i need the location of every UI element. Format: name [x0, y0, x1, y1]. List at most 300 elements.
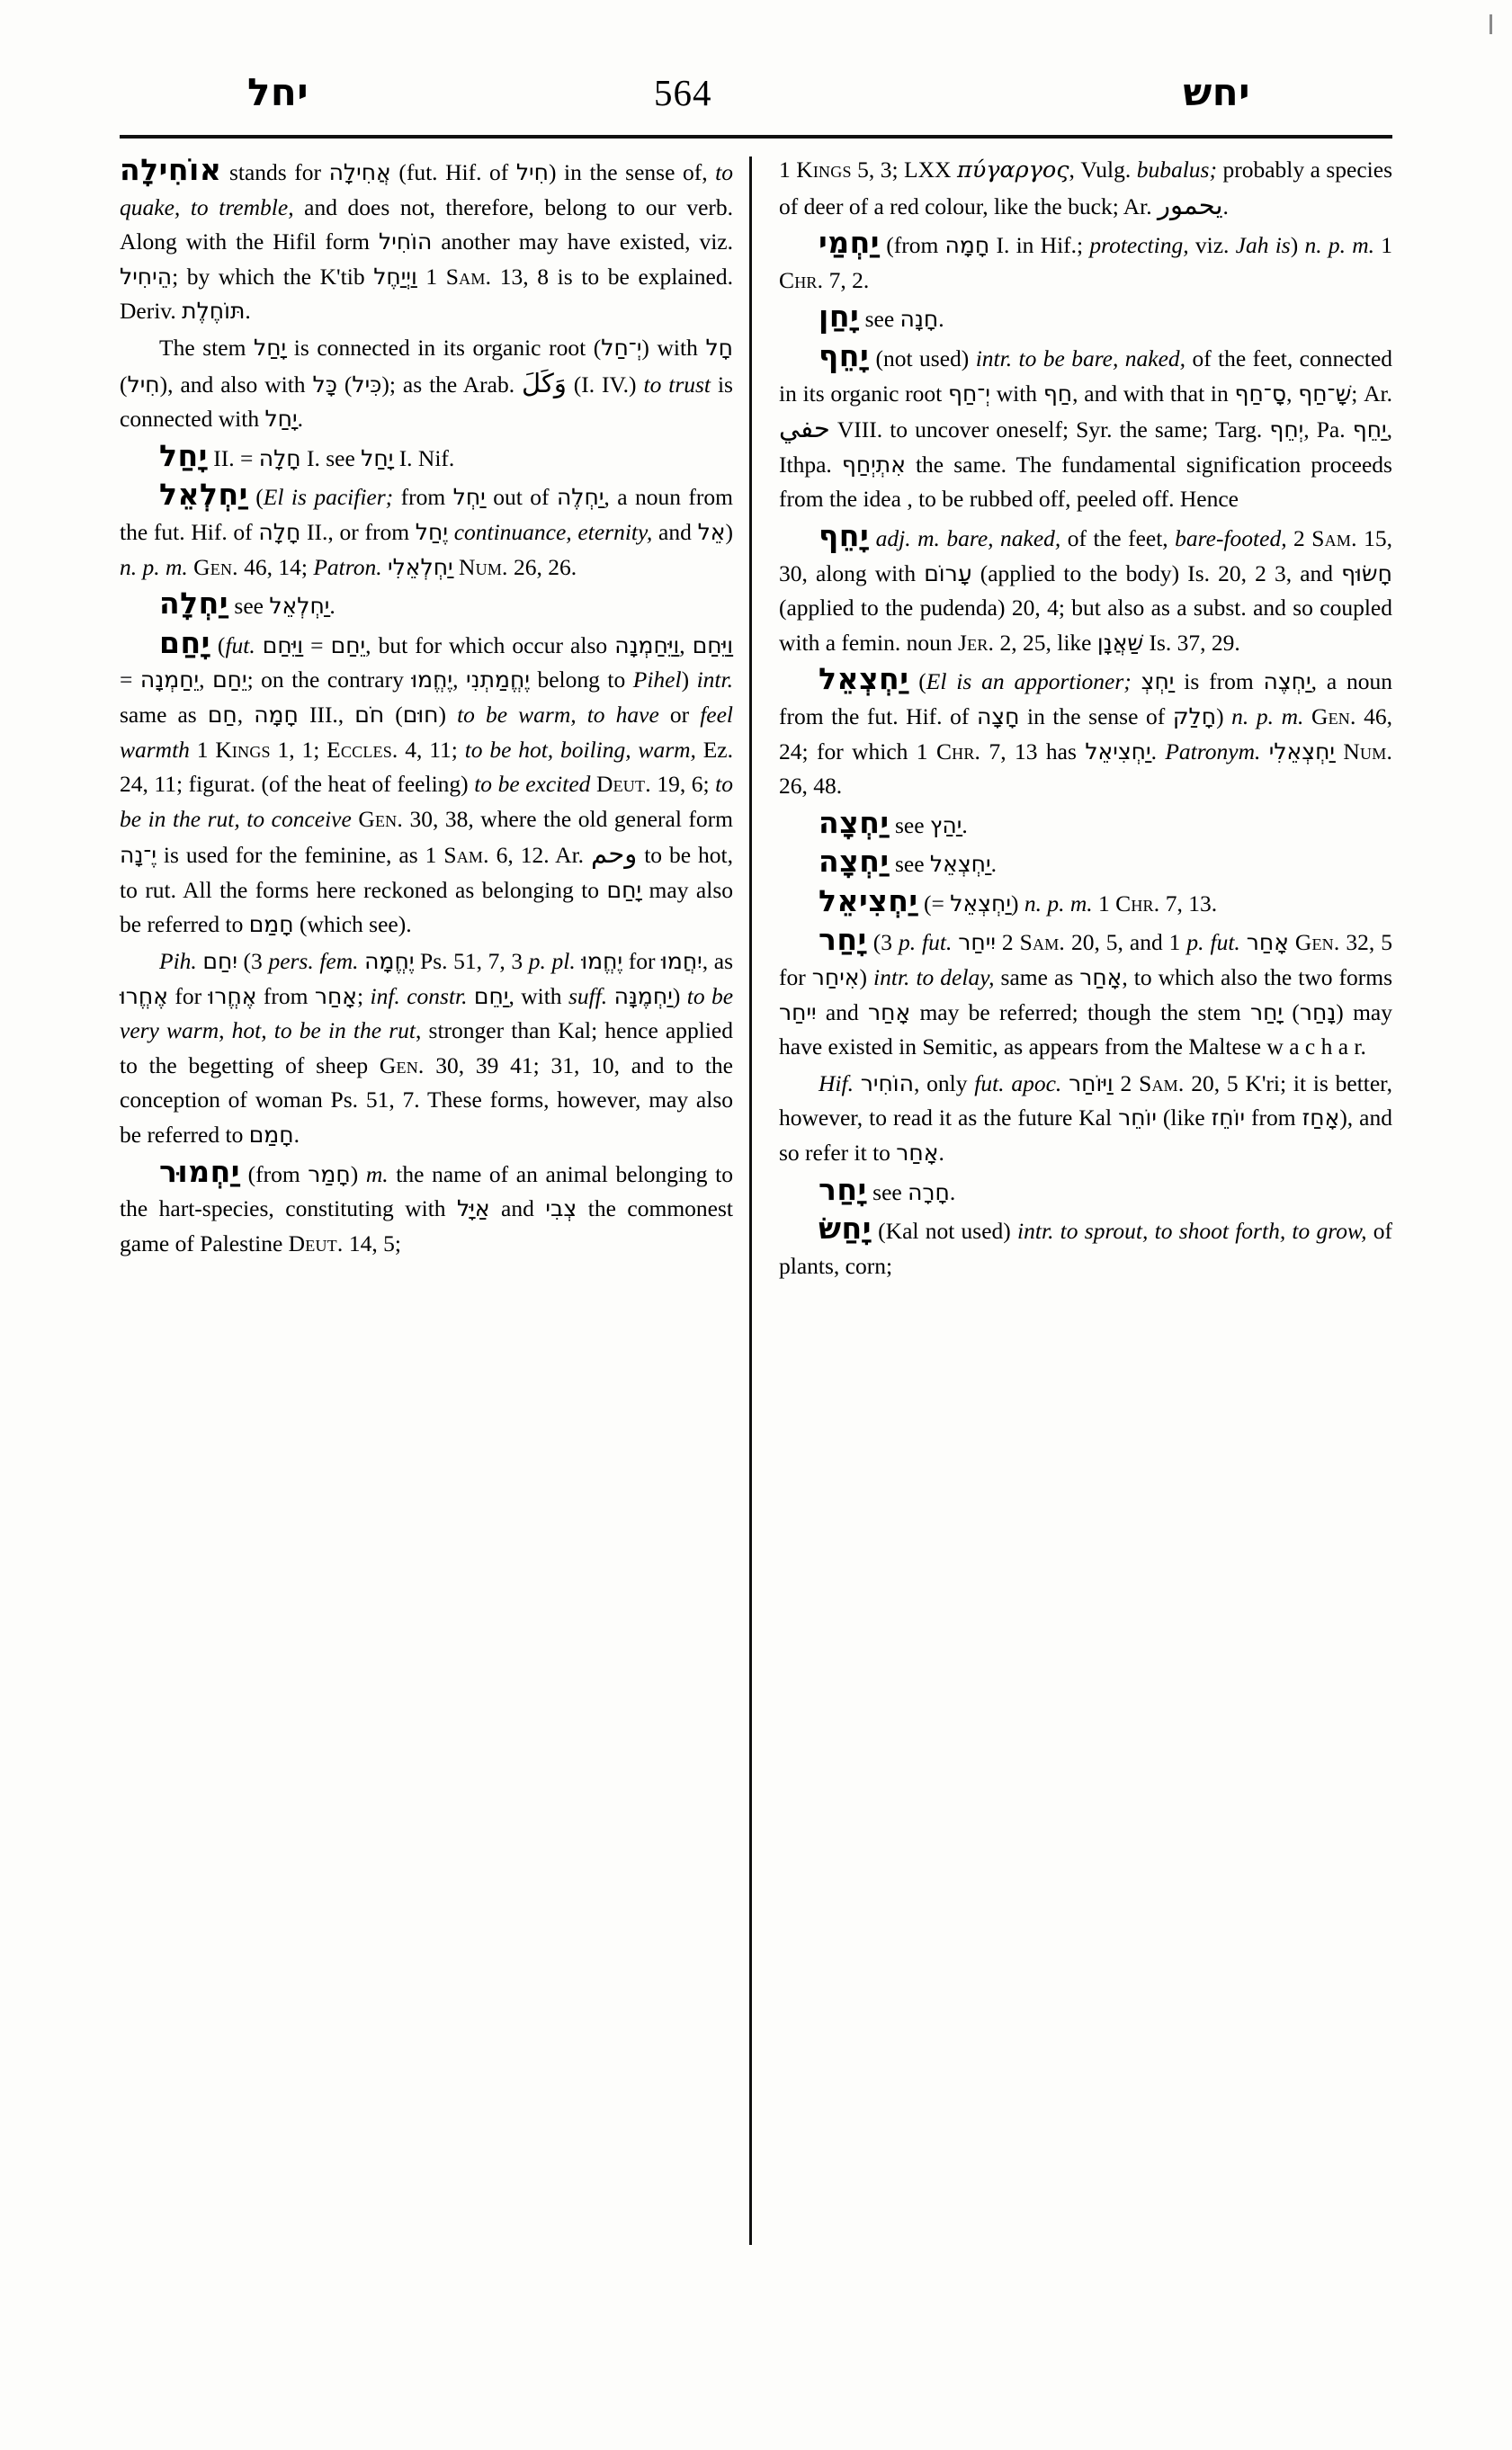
- italic-gloss: to be hot, boiling, warm,: [464, 736, 696, 763]
- arabic-word: يحمور: [1158, 189, 1223, 220]
- scripture-reference: Sam.: [445, 263, 492, 290]
- hebrew-word: אֵל: [697, 518, 726, 545]
- hebrew-word: אֶחֱרוּ: [120, 982, 168, 1009]
- entry-headword-hebrew: יַחְצָה: [819, 844, 890, 880]
- body-text: out of: [485, 484, 557, 511]
- body-text: 19, 6;: [650, 771, 716, 798]
- body-text: [1132, 668, 1141, 694]
- hebrew-word: יִחַם: [202, 948, 237, 975]
- body-text: 20, 5, and 1: [1065, 929, 1187, 956]
- italic-gloss: Pih.: [159, 948, 197, 975]
- scripture-reference: Sam.: [443, 842, 489, 869]
- dictionary-entry: [120, 153, 733, 329]
- body-text: 2: [1286, 524, 1312, 551]
- dictionary-entry: [779, 226, 1392, 298]
- body-text: another may have existed, viz.: [432, 228, 734, 255]
- hebrew-word: יֶחֱמָה: [364, 948, 415, 975]
- italic-gloss: n. p. m.: [1231, 702, 1304, 729]
- dictionary-entry: [120, 1155, 733, 1262]
- hebrew-word: יַחְל: [452, 484, 486, 511]
- body-text: may also be referred to: [120, 876, 734, 938]
- hebrew-word: יַחְלְאֵלִי: [388, 553, 453, 580]
- entry-headword-hebrew: יַחְצְאֵל: [819, 661, 909, 697]
- body-text: same as: [994, 964, 1080, 991]
- italic-gloss: bubalus;: [1136, 156, 1217, 183]
- body-text: or: [658, 701, 701, 728]
- greek-word: πύγαργος: [956, 156, 1069, 183]
- hebrew-word: אֶחֱרוּ: [208, 982, 257, 1009]
- body-text: (from: [239, 1160, 309, 1187]
- hebrew-word: חִיל: [127, 371, 160, 398]
- dictionary-entry: [779, 1067, 1392, 1171]
- body-text: [607, 983, 613, 1009]
- two-column-body: [120, 153, 1392, 2249]
- body-text: see: [889, 811, 930, 838]
- body-text: 4, 11;: [398, 736, 465, 763]
- body-text: ,: [679, 631, 693, 658]
- body-text: [255, 632, 263, 658]
- body-text: , stronger than Kal; hence applied to the begetting of sheep: [120, 1017, 733, 1078]
- hebrew-word: תּוֹחֶלֶת: [182, 298, 246, 325]
- dictionary-entry: [120, 478, 733, 585]
- body-text: [1289, 929, 1295, 955]
- body-text: 2: [995, 929, 1020, 956]
- arabic-word: حفي: [779, 413, 830, 444]
- italic-gloss: Hif.: [819, 1069, 854, 1096]
- body-text: .: [949, 1178, 956, 1205]
- hebrew-word: יוֹחֵז: [1211, 1104, 1246, 1131]
- italic-gloss: to quake, to tremble,: [120, 159, 733, 220]
- body-text: 20, 5 K'ri; it is better, however, to read it as the future Kal: [779, 1069, 1393, 1131]
- body-text: and: [816, 998, 869, 1025]
- hebrew-word: חָמָה: [254, 701, 299, 728]
- body-text: and does not, therefore, belong to our verb. Along with the Hifil form: [120, 193, 734, 255]
- body-text: (: [210, 631, 226, 658]
- body-text: .: [329, 593, 336, 620]
- body-text: (applied to the pudenda) 20, 4; but also as a subst. and so coupled with a femin. noun: [779, 595, 1392, 656]
- body-text: 46, 14;: [237, 553, 314, 580]
- hebrew-word: יַחֵף: [1352, 416, 1387, 443]
- body-text: of the feet, connected in its organic root: [779, 344, 1393, 407]
- body-text: viz.: [1188, 232, 1236, 259]
- dictionary-entry: [779, 1212, 1392, 1283]
- scripture-reference: Kings: [796, 156, 852, 183]
- hebrew-word: יְ־חַף: [948, 380, 990, 407]
- hebrew-word: יֶ־נָה: [120, 842, 157, 869]
- body-text: 1: [779, 156, 797, 183]
- hebrew-word: אִיחַר: [811, 964, 860, 991]
- hebrew-word: חוּם: [402, 701, 439, 728]
- entry-headword-hebrew: יָחַשׂ: [819, 1211, 872, 1247]
- body-text: .: [1150, 738, 1166, 765]
- body-text: 1: [1092, 890, 1116, 917]
- hebrew-word: הֵיחִיל: [120, 263, 173, 290]
- body-text: (from: [879, 232, 945, 259]
- entry-headword-hebrew: יַחְלָה: [159, 586, 229, 621]
- body-text: from: [393, 484, 453, 511]
- entry-headword-hebrew: יָחַר: [819, 1171, 867, 1207]
- body-text: (: [908, 668, 926, 695]
- body-text: ), and also with: [159, 371, 313, 398]
- body-text: ,: [199, 666, 213, 693]
- hebrew-word: יֶחֱמוּ: [411, 666, 453, 693]
- body-text: [1260, 738, 1268, 765]
- hebrew-word: יַחְצֶה: [1263, 668, 1311, 695]
- body-text: II., or from: [300, 518, 416, 545]
- body-text: , with: [508, 982, 568, 1009]
- body-text: is connected in its organic root (: [286, 334, 602, 361]
- hebrew-word: יַחְמֶנָּה: [613, 982, 673, 1009]
- body-text: (: [247, 484, 264, 511]
- scripture-reference: Sam.: [1019, 929, 1065, 956]
- body-text: 5, 3; LXX: [851, 156, 957, 183]
- italic-gloss: continuance, eternity,: [453, 518, 653, 545]
- dictionary-entry: [120, 626, 733, 943]
- hebrew-word: נָחַר: [1299, 998, 1337, 1025]
- body-text: ): [672, 982, 687, 1009]
- body-text: 26, 48.: [779, 773, 843, 800]
- italic-gloss: bare-footed,: [1175, 524, 1287, 551]
- dictionary-entry: [120, 439, 733, 477]
- body-text: stands for: [221, 159, 329, 185]
- arabic-word: وَكَلَ: [522, 367, 567, 398]
- italic-gloss: suff.: [568, 982, 608, 1009]
- body-text: (Kal not used): [871, 1218, 1018, 1245]
- body-text: .: [990, 851, 997, 878]
- scripture-reference: Chr.: [779, 266, 824, 293]
- italic-gloss: Jah is: [1235, 232, 1291, 259]
- body-text: 30, 39 41; 31, 10, and to the conception of woman Ps. 51, 7. These forms, however, may also be referred to: [120, 1051, 734, 1149]
- hebrew-word: יָחַל: [254, 334, 287, 361]
- body-text: and: [652, 518, 698, 545]
- body-text: [468, 983, 474, 1009]
- body-text: the commonest game of Palestine: [120, 1195, 733, 1256]
- body-text: ,: [237, 701, 255, 728]
- body-text: 7, 13.: [1159, 890, 1218, 917]
- body-text: [448, 519, 454, 545]
- right-text-column: [752, 153, 1392, 2249]
- entry-headword-hebrew: יַחְמוּר: [159, 1153, 240, 1189]
- hebrew-word: חַם: [207, 701, 237, 728]
- body-text: ); as the Arab.: [381, 371, 523, 398]
- body-text: , a noun from the fut. Hif. of: [779, 668, 1392, 729]
- body-text: , Vulg.: [1069, 156, 1137, 183]
- body-text: see: [228, 593, 270, 620]
- body-text: (which see).: [293, 911, 412, 938]
- italic-gloss: intr. to delay,: [873, 964, 995, 991]
- body-text: , to which also the two forms: [1122, 964, 1393, 991]
- italic-gloss: feel warmth: [120, 701, 733, 763]
- hebrew-word: וַיֵּחַם: [262, 631, 304, 658]
- italic-gloss: n. p. m.: [1024, 890, 1093, 917]
- dictionary-entry: [779, 662, 1392, 803]
- italic-gloss: intr.: [696, 666, 733, 693]
- body-text: ): [859, 964, 874, 991]
- body-text: 15, 30, along with: [779, 524, 1393, 586]
- entry-headword-hebrew: יָחַל: [159, 437, 208, 473]
- body-text: ; Ar.: [1351, 380, 1393, 407]
- hebrew-word: יַחְצְאֵלִי: [1268, 738, 1336, 765]
- hebrew-word: יָחַם: [606, 876, 642, 903]
- body-text: ), and so refer it to: [779, 1104, 1392, 1167]
- hebrew-word: אָחַר: [896, 1140, 939, 1167]
- body-text: III.,: [298, 701, 355, 728]
- body-text: 30, 38, where the old general form: [402, 805, 734, 832]
- dictionary-entry: [120, 586, 733, 624]
- hebrew-word: יְ־חַל: [601, 334, 642, 361]
- italic-gloss: Patronym.: [1165, 738, 1261, 765]
- body-text: [1303, 703, 1311, 729]
- body-text: 2, 25, like: [994, 629, 1097, 656]
- body-text: The stem: [159, 334, 255, 361]
- hebrew-word: שַׁאֲנָן: [1096, 629, 1144, 656]
- hebrew-word: שָׁ־חַף: [1298, 380, 1352, 407]
- body-text: see: [889, 851, 930, 878]
- hebrew-word: חָצָה: [976, 702, 1020, 729]
- body-text: , a noun from the fut. Hif. of: [120, 484, 734, 545]
- scripture-reference: Chr.: [935, 738, 981, 765]
- body-text: VIII. to uncover oneself; Syr. the same; Targ.: [829, 416, 1270, 443]
- body-text: ,: [1286, 380, 1299, 407]
- italic-gloss: fut.: [225, 631, 255, 658]
- body-text: .: [293, 1122, 300, 1149]
- body-text: same as: [120, 701, 208, 728]
- body-text: the same. The fundamental signification proceeds from the idea , to be rubbed off, peeled off. Hence: [779, 451, 1392, 513]
- scripture-reference: Num.: [1343, 738, 1393, 765]
- scripture-reference: Kings: [215, 736, 271, 763]
- hebrew-word: יִיחַר: [958, 929, 996, 956]
- running-head-left-hebrew: יחל: [247, 70, 309, 114]
- italic-gloss: intr. to sprout, to shoot forth, to grow,: [1017, 1218, 1367, 1245]
- hebrew-word: חָמַם: [248, 1122, 294, 1149]
- body-text: 6, 12. Ar.: [488, 842, 592, 869]
- body-text: I. Nif.: [393, 444, 455, 471]
- entry-headword-hebrew: יַחְמַי: [819, 225, 880, 261]
- body-text: ): [725, 518, 733, 545]
- scripture-reference: Sam.: [1139, 1069, 1185, 1096]
- body-text: Is. 37, 29.: [1143, 629, 1240, 656]
- body-text: .: [962, 811, 968, 838]
- dictionary-entry: [779, 153, 1392, 224]
- hebrew-word: יֵחַם: [212, 666, 247, 693]
- body-text: ,: [452, 666, 466, 693]
- scripture-reference: Deut.: [288, 1229, 344, 1256]
- body-text: and: [489, 1195, 546, 1222]
- body-text: see: [859, 306, 900, 333]
- hebrew-word: יֶחֱמַתְנִי: [466, 666, 530, 693]
- body-text: (=: [917, 890, 951, 917]
- hebrew-word: יֶחַל: [415, 518, 448, 545]
- body-text: (3: [866, 929, 899, 956]
- scripture-reference: Num.: [459, 553, 508, 580]
- hebrew-word: אִתְיְחַף: [841, 451, 906, 478]
- italic-gloss: p. pl.: [528, 948, 576, 975]
- body-text: (: [384, 701, 403, 728]
- hebrew-word: אָחַז: [1302, 1104, 1340, 1131]
- hebrew-word: וַיֵּחַם: [692, 631, 734, 658]
- body-text: ): [1290, 232, 1305, 259]
- body-text: 13, 8 is to be explained. Deriv.: [120, 263, 733, 325]
- body-text: 1: [1374, 232, 1393, 259]
- scripture-reference: Chr.: [1115, 890, 1160, 917]
- scripture-reference: Eccles.: [327, 736, 398, 763]
- italic-gloss: Pihel: [632, 666, 682, 693]
- body-text: I. see: [300, 444, 362, 471]
- entry-headword-hebrew: יָחַם: [159, 624, 210, 660]
- dictionary-entry: [779, 300, 1392, 337]
- italic-gloss: to be in the rut, to conceive: [120, 771, 733, 832]
- hebrew-word: אֲחִילָה: [328, 159, 391, 185]
- body-text: 1: [416, 263, 446, 290]
- body-text: ) in the sense of,: [548, 159, 716, 185]
- italic-gloss: Patron.: [313, 553, 382, 580]
- body-text: ): [1010, 890, 1024, 917]
- body-text: 26, 26.: [507, 553, 577, 580]
- hebrew-word: יַחְצִיאֵל: [1085, 738, 1151, 765]
- dictionary-entry: [779, 806, 1392, 844]
- hebrew-word: כִּיל: [352, 371, 382, 398]
- body-text: ): [1216, 702, 1232, 729]
- body-text: .: [245, 298, 251, 325]
- body-text: .: [1222, 192, 1229, 219]
- italic-gloss: to be very warm, hot, to be in the rut: [120, 982, 734, 1044]
- entry-headword-hebrew: יָחֵף: [819, 517, 870, 553]
- body-text: =: [120, 666, 140, 693]
- body-text: ) may have existed in Semitic, as appears from the Maltese w a c h a r.: [779, 998, 1392, 1060]
- left-text-column: [120, 153, 749, 2249]
- scripture-reference: Gen.: [193, 553, 238, 580]
- entry-headword-hebrew: יַחְצָה: [819, 804, 890, 840]
- scripture-reference: Gen.: [358, 805, 403, 832]
- body-text: [1061, 1070, 1069, 1096]
- scripture-reference: Gen.: [379, 1051, 425, 1078]
- hebrew-word: סָ־חַף: [1234, 380, 1287, 407]
- italic-gloss: p. fut.: [898, 929, 953, 956]
- hebrew-word: חָלַק: [1172, 702, 1217, 729]
- hebrew-word: יָחַל: [264, 406, 298, 433]
- italic-gloss: m.: [365, 1160, 389, 1187]
- running-head: [189, 70, 1331, 126]
- hebrew-word: כָּל: [312, 371, 337, 398]
- hebrew-word: אַיָּל: [457, 1195, 490, 1222]
- body-text: belong to: [529, 666, 633, 693]
- hebrew-word: הוֹחִיל: [379, 228, 433, 255]
- hebrew-word: יִחֲמוּ: [661, 948, 702, 975]
- entry-headword-hebrew: יָחַר: [819, 922, 867, 958]
- scripture-reference: Gen.: [1294, 929, 1340, 956]
- body-text: Ps. 51, 7, 3: [414, 948, 529, 975]
- italic-gloss: El is pacifier;: [263, 484, 394, 511]
- hebrew-word: חָנָה: [899, 306, 939, 333]
- dictionary-entry: [779, 884, 1392, 922]
- body-text: the name of an animal belonging to the hart-species, constituting with: [120, 1160, 733, 1222]
- italic-gloss: to trust: [643, 371, 711, 398]
- hebrew-word: חַף: [1042, 380, 1073, 407]
- body-text: ): [350, 1160, 366, 1187]
- body-text: 46, 24; for which 1: [779, 702, 1393, 765]
- body-text: probably a species of deer of a red colour, like the buck; Ar.: [779, 156, 1393, 219]
- hebrew-word: וַיֵּחַמְנָה: [614, 631, 680, 658]
- page-edge-tick-mark: [1490, 14, 1492, 34]
- body-text: see: [866, 1178, 908, 1205]
- body-text: , and with that in: [1072, 380, 1235, 407]
- entry-headword-hebrew: יַחְצִיאֵל: [819, 882, 918, 918]
- hebrew-word: חָמָה: [944, 232, 990, 259]
- body-text: ) with: [641, 334, 706, 361]
- dictionary-entry: [779, 339, 1392, 517]
- hebrew-word: אָחַר: [868, 998, 911, 1025]
- body-text: , Ithpa.: [779, 416, 1392, 478]
- body-text: with: [989, 380, 1043, 407]
- body-text: , Pa.: [1303, 416, 1353, 443]
- hebrew-word: יַחְלְאֵל: [269, 593, 330, 620]
- body-text: is connected with: [120, 371, 733, 433]
- hebrew-word: וַיְיַחֶל: [373, 263, 417, 290]
- italic-gloss: p. fut.: [1186, 929, 1240, 956]
- scripture-reference: Sam.: [1311, 524, 1357, 551]
- body-text: (: [1283, 998, 1300, 1025]
- hebrew-word: יֵחַמְנָה: [139, 666, 200, 693]
- body-text: to be hot, to rut. All the forms here reckoned as belonging to: [120, 842, 734, 903]
- body-text: (I. IV.): [566, 371, 644, 398]
- arabic-word: وحم: [591, 838, 638, 870]
- dictionary-entry: [779, 845, 1392, 882]
- body-text: [1240, 929, 1247, 955]
- hebrew-word: יַחֵם: [473, 982, 509, 1009]
- hebrew-word: יְחֵף: [1269, 416, 1304, 443]
- italic-gloss: pers. fem.: [268, 948, 359, 975]
- scripture-reference: Gen.: [1311, 702, 1356, 729]
- body-text: [854, 1070, 861, 1096]
- body-text: II. =: [207, 444, 259, 471]
- body-text: (applied to the body) Is. 20, 2 3, and: [971, 559, 1342, 586]
- body-text: (: [120, 371, 128, 398]
- body-text: for: [622, 948, 662, 975]
- body-text: =: [303, 631, 331, 658]
- body-text: 14, 5;: [343, 1229, 401, 1256]
- hebrew-word: חֹם: [354, 701, 385, 728]
- italic-gloss: adj. m. bare, naked,: [875, 524, 1061, 551]
- italic-gloss: inf. constr.: [370, 982, 468, 1009]
- hebrew-word: יַחְלֶה: [556, 484, 604, 511]
- body-text: , as: [702, 948, 734, 975]
- entry-headword-hebrew: יָחֵף: [819, 337, 870, 373]
- header-rule: [120, 135, 1392, 139]
- body-text: is used for the feminine, as 1: [156, 842, 444, 869]
- body-text: from: [1245, 1104, 1302, 1131]
- entry-headword-hebrew: יָחַן: [819, 299, 860, 335]
- body-text: 2: [1113, 1069, 1140, 1096]
- hebrew-word: חָל: [705, 334, 733, 361]
- body-text: 7, 2.: [823, 266, 870, 293]
- dictionary-entry: [120, 331, 733, 437]
- body-text: .: [938, 1140, 944, 1167]
- body-text: [1335, 738, 1343, 765]
- body-text: (: [336, 371, 353, 398]
- body-text: from: [256, 982, 315, 1009]
- dictionary-entry: [120, 944, 733, 1153]
- hebrew-word: יַחְצְ: [1141, 668, 1175, 695]
- hebrew-word: הוֹחִיר: [860, 1069, 914, 1096]
- body-text: I. in Hif.;: [989, 232, 1090, 259]
- body-text: 7, 13 has: [980, 738, 1086, 765]
- body-text: , only: [913, 1069, 975, 1096]
- scripture-reference: Jer.: [958, 629, 995, 656]
- italic-gloss: to be excited: [474, 771, 591, 798]
- entry-headword-hebrew: אוֹחִילָה: [120, 152, 222, 187]
- entry-headword-hebrew: יַחְלְאֵל: [159, 477, 248, 513]
- hebrew-word: יַחְצְאֵל: [950, 890, 1011, 917]
